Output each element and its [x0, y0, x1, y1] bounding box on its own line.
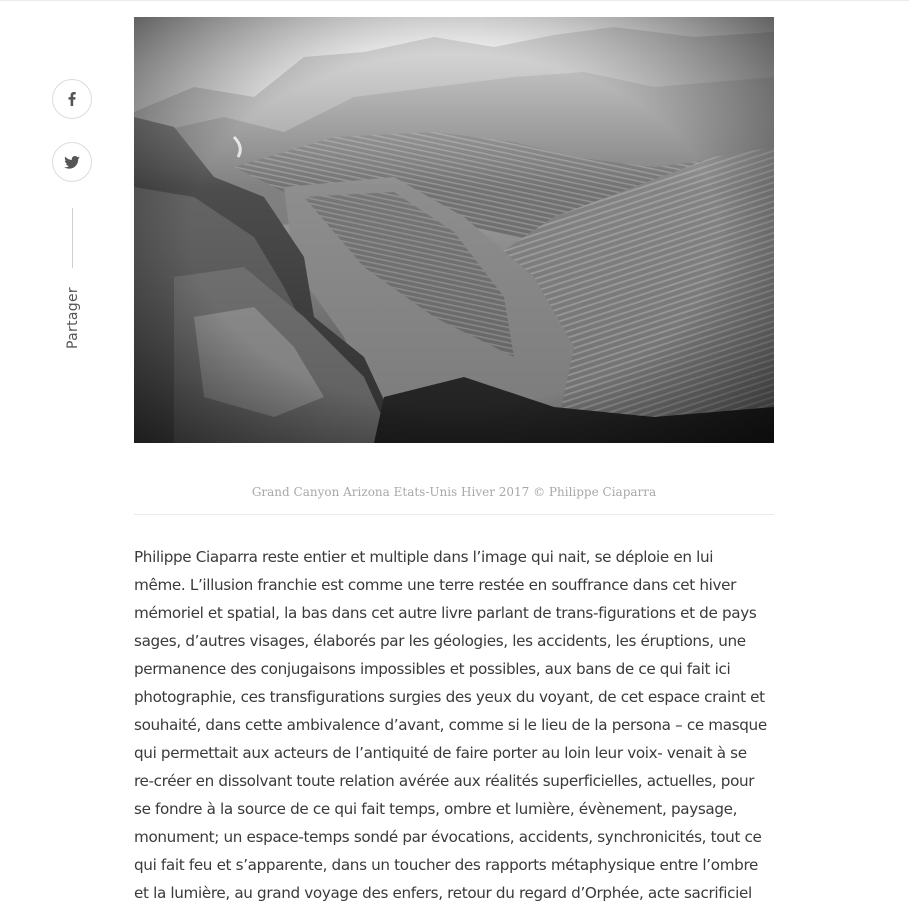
- twitter-share-button[interactable]: [52, 142, 92, 182]
- share-divider: [72, 208, 73, 268]
- article-line: monument; un espace-temps sondé par évocations, accidents, synchronicités, tout ce: [134, 828, 762, 846]
- photo-caption: Grand Canyon Arizona Etats-Unis Hiver 2017 © Philippe Ciaparra: [251, 485, 657, 499]
- article-line: sages, d’autres visages, élaborés par les géologies, les accidents, les éruptions, une: [134, 632, 746, 650]
- article-line: qui fait feu et s’apparente, dans un toucher des rapports métaphysique entre l’ombre: [134, 856, 759, 874]
- article-line: re-créer en dissolvant toute relation avérée aux réalités superficielles, actuelles, pour: [134, 772, 755, 790]
- top-divider: [0, 0, 909, 1]
- article-line: mémoriel et spatial, la bas dans cet autre livre parlant de trans-figurations et de pays: [134, 604, 757, 622]
- article-body: [134, 543, 794, 907]
- article-line: même. L’illusion franchie est comme une terre restée en souffrance dans cet hiver: [134, 576, 737, 594]
- facebook-share-button[interactable]: [52, 79, 92, 119]
- article-line: Philippe Ciaparra reste entier et multiple dans l’image qui nait, se déploie en lui: [134, 548, 714, 566]
- article-line: souhaité, dans cette ambivalence d’avant, comme si le lieu de la persona – ce masque: [134, 716, 767, 734]
- share-label: Partager: [65, 287, 81, 349]
- facebook-icon: [68, 92, 76, 106]
- article-line: photographie, ces transfigurations surgies des yeux du voyant, de cet espace craint et: [134, 688, 765, 706]
- article-photo: [134, 17, 774, 443]
- twitter-icon: [64, 156, 80, 169]
- caption-divider: [134, 514, 774, 515]
- article-line: permanence des conjugaisons impossibles et possibles, aux bans de ce qui fait ici: [134, 660, 731, 678]
- article-line: qui permettait aux acteurs de l’antiquité de faire porter au loin leur voix- venait à se: [134, 744, 747, 762]
- article-line: se fondre à la source de ce qui fait temps, ombre et lumière, évènement, paysage,: [134, 800, 738, 818]
- article-line: et la lumière, au grand voyage des enfers, retour du regard d’Orphée, acte sacrificiel: [134, 884, 752, 902]
